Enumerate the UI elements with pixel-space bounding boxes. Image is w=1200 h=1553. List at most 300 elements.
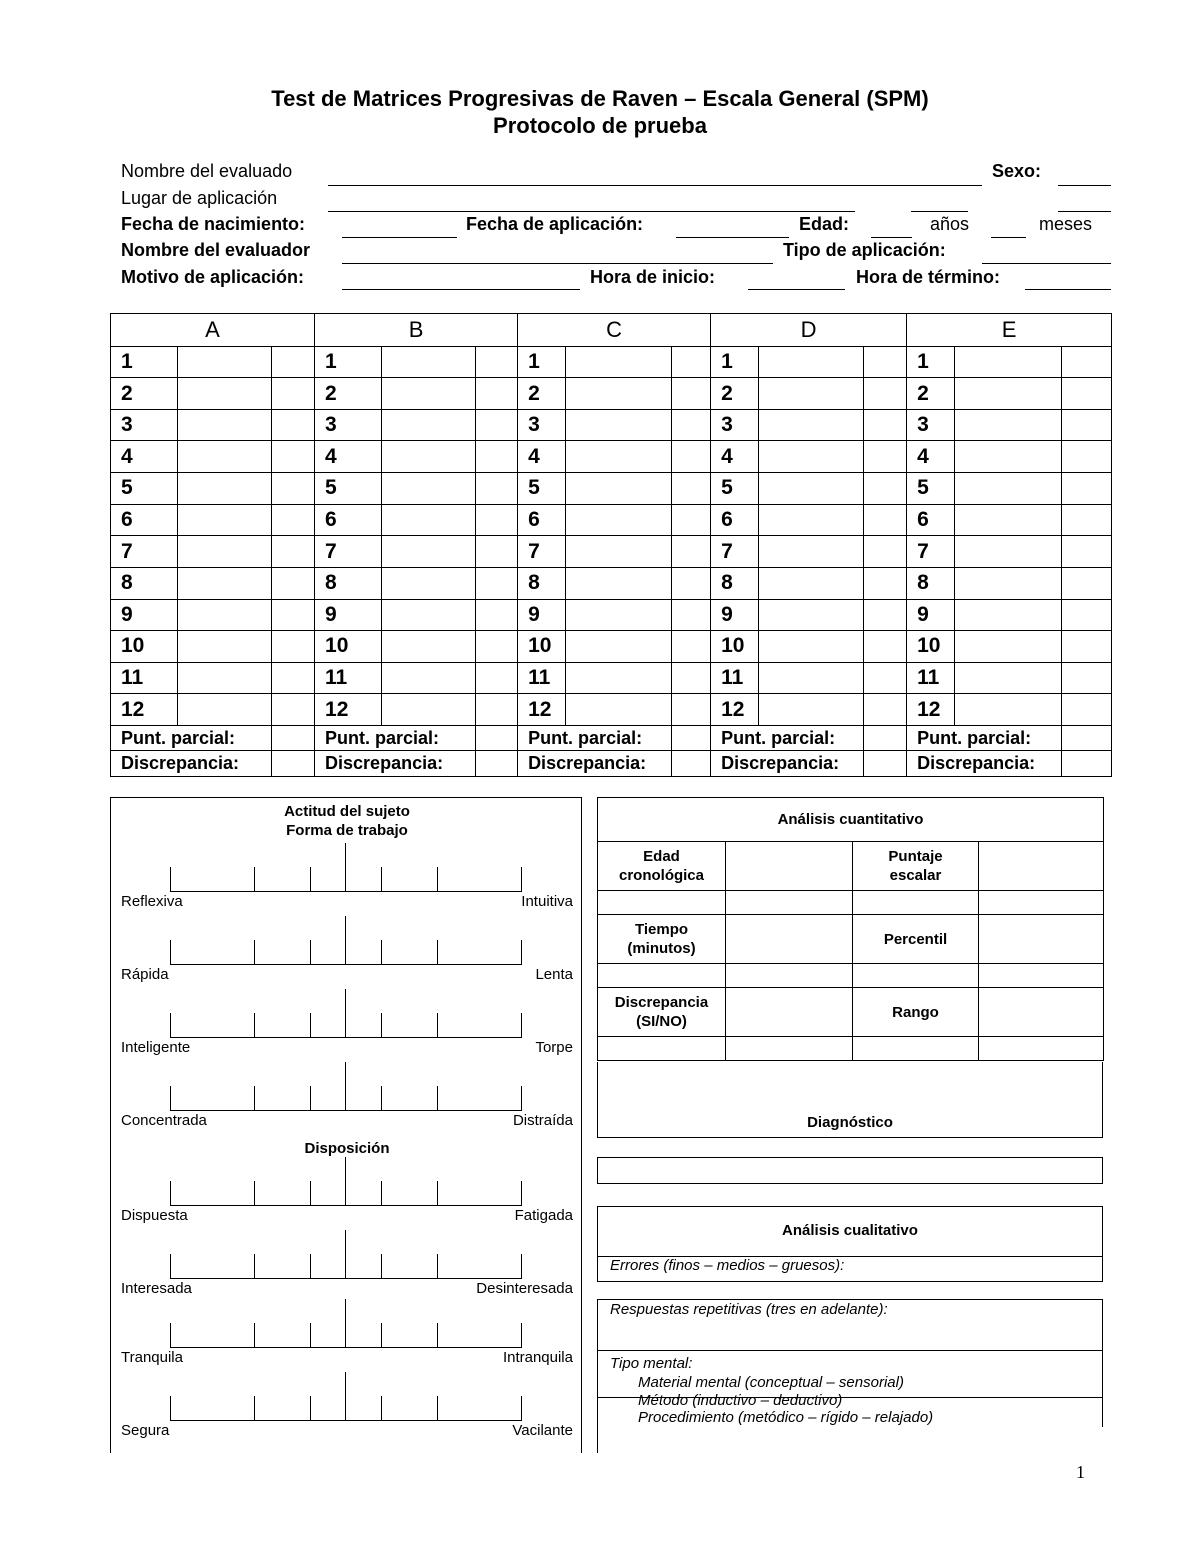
scale-left-label: Reflexiva <box>121 893 183 910</box>
answer-cell[interactable] <box>566 631 672 663</box>
answer-cell[interactable] <box>178 441 272 473</box>
answer-cell[interactable] <box>178 536 272 568</box>
field-tipo-aplicacion[interactable] <box>982 263 1111 264</box>
label-edad: Edad: <box>799 214 850 234</box>
field-sexo[interactable] <box>1058 185 1111 186</box>
scale-tick[interactable] <box>437 1086 438 1110</box>
value-puntaje-escalar[interactable] <box>979 842 1104 891</box>
field-edad-meses[interactable] <box>991 237 1026 238</box>
scale-tick[interactable] <box>437 1396 438 1420</box>
scale-tick[interactable] <box>437 940 438 964</box>
scale-left-label: Tranquila <box>121 1349 183 1366</box>
answer-cell[interactable] <box>955 441 1062 473</box>
disposition-title: Disposición <box>304 1140 390 1157</box>
score-cell[interactable] <box>272 504 315 536</box>
score-cell[interactable] <box>672 662 711 694</box>
item-number: 2 <box>907 378 955 410</box>
score-cell[interactable] <box>272 662 315 694</box>
answer-cell[interactable] <box>759 599 864 631</box>
partial-score-value[interactable] <box>672 725 711 750</box>
answer-cell[interactable] <box>382 567 476 599</box>
scale-baseline <box>170 1420 522 1421</box>
partial-score-label-row <box>111 725 1112 750</box>
score-cell[interactable] <box>672 473 711 505</box>
score-cell[interactable] <box>864 504 907 536</box>
field-fecha-aplicacion[interactable] <box>676 237 789 238</box>
rating-scale[interactable] <box>111 989 583 1069</box>
score-cell[interactable] <box>864 631 907 663</box>
scale-tick[interactable] <box>310 1181 311 1205</box>
scale-tick[interactable] <box>521 1181 522 1205</box>
answer-cell[interactable] <box>955 473 1062 505</box>
field-hora-inicio[interactable] <box>748 289 845 290</box>
discrepancy-label: Discrepancia: <box>518 751 672 777</box>
cell <box>853 964 979 988</box>
answer-cell[interactable] <box>955 504 1062 536</box>
cell <box>979 964 1104 988</box>
score-cell[interactable] <box>272 346 315 378</box>
score-cell[interactable] <box>272 409 315 441</box>
scale-left-label: Rápida <box>121 966 169 983</box>
answer-cell[interactable] <box>955 599 1062 631</box>
scale-left-label: Concentrada <box>121 1112 207 1129</box>
scale-left-label: Inteligente <box>121 1039 191 1056</box>
score-cell[interactable] <box>1062 409 1112 441</box>
score-cell[interactable] <box>864 536 907 568</box>
score-cell[interactable] <box>864 662 907 694</box>
item-number: 12 <box>518 694 566 726</box>
cell <box>979 1037 1104 1061</box>
tipo-mental-right-border <box>1102 1351 1103 1427</box>
answer-cell[interactable] <box>382 694 476 726</box>
discrepancy-value[interactable] <box>672 751 711 777</box>
score-cell[interactable] <box>864 694 907 726</box>
score-cell[interactable] <box>272 473 315 505</box>
cell <box>726 964 853 988</box>
score-cell[interactable] <box>672 631 711 663</box>
discrepancy-value[interactable] <box>272 751 315 777</box>
label-hora-inicio: Hora de inicio: <box>590 267 716 287</box>
answer-cell[interactable] <box>566 504 672 536</box>
score-cell[interactable] <box>672 599 711 631</box>
scale-tick[interactable] <box>381 1013 382 1037</box>
item-number: 1 <box>907 346 955 378</box>
answer-cell[interactable] <box>759 662 864 694</box>
label-edad-cronologica: Edad cronológica <box>598 842 726 891</box>
answer-cell[interactable] <box>382 346 476 378</box>
scale-tick[interactable] <box>437 1254 438 1278</box>
series-header: D <box>711 314 907 347</box>
answer-cell[interactable] <box>955 536 1062 568</box>
rating-scale[interactable] <box>111 1157 583 1237</box>
scale-tick[interactable] <box>170 867 171 891</box>
partial-score-value[interactable] <box>864 725 907 750</box>
answer-cell[interactable] <box>178 694 272 726</box>
answer-cell[interactable] <box>566 441 672 473</box>
rating-scale[interactable] <box>111 916 583 996</box>
score-cell[interactable] <box>476 504 518 536</box>
item-number: 5 <box>518 473 566 505</box>
scale-tick[interactable] <box>381 1323 382 1347</box>
value-percentil[interactable] <box>979 915 1104 964</box>
scale-right-label: Torpe <box>535 1039 573 1056</box>
page-number: 1 <box>1076 1462 1085 1482</box>
answer-cell[interactable] <box>178 346 272 378</box>
field-edad-anios-upper <box>911 211 968 212</box>
answer-cell[interactable] <box>759 346 864 378</box>
answer-cell[interactable] <box>178 662 272 694</box>
discrepancy-label: Discrepancia: <box>111 751 272 777</box>
score-cell[interactable] <box>476 473 518 505</box>
rating-scale[interactable] <box>111 1372 583 1452</box>
answer-cell[interactable] <box>382 504 476 536</box>
document-title: Test de Matrices Progresivas de Raven – Escala General (SPM) <box>271 86 929 111</box>
score-cell[interactable] <box>272 536 315 568</box>
answer-cell[interactable] <box>955 662 1062 694</box>
scale-tick[interactable] <box>521 1086 522 1110</box>
answer-cell[interactable] <box>382 378 476 410</box>
answer-cell[interactable] <box>566 409 672 441</box>
scale-tick[interactable] <box>310 1013 311 1037</box>
scale-tick[interactable] <box>254 1396 255 1420</box>
answer-cell[interactable] <box>759 694 864 726</box>
answer-cell[interactable] <box>566 346 672 378</box>
item-row <box>111 567 1112 599</box>
scale-baseline <box>170 1278 522 1279</box>
partial-score-label: Punt. parcial: <box>711 725 864 750</box>
qualitative-title: Análisis cualitativo <box>782 1222 918 1239</box>
item-row <box>111 346 1112 378</box>
score-cell[interactable] <box>272 631 315 663</box>
scale-tick[interactable] <box>170 1396 171 1420</box>
score-cell[interactable] <box>476 441 518 473</box>
score-cell[interactable] <box>1062 694 1112 726</box>
score-cell[interactable] <box>1062 473 1112 505</box>
scale-tick[interactable] <box>310 867 311 891</box>
scale-tick[interactable] <box>521 867 522 891</box>
item-number: 6 <box>111 504 178 536</box>
score-cell[interactable] <box>864 346 907 378</box>
score-cell[interactable] <box>476 567 518 599</box>
answer-cell[interactable] <box>566 536 672 568</box>
score-cell[interactable] <box>1062 631 1112 663</box>
scale-tick[interactable] <box>381 1086 382 1110</box>
scale-right-label: Distraída <box>512 1112 573 1129</box>
item-number: 11 <box>711 662 759 694</box>
score-cell[interactable] <box>864 378 907 410</box>
score-cell[interactable] <box>1062 599 1112 631</box>
answer-cell[interactable] <box>566 694 672 726</box>
item-number: 2 <box>111 378 178 410</box>
label-fecha-nacimiento: Fecha de nacimiento: <box>121 214 306 234</box>
answer-cell[interactable] <box>178 378 272 410</box>
score-cell[interactable] <box>1062 536 1112 568</box>
item-row <box>111 631 1112 663</box>
label-metodo: Método (inductivo – deductivo) <box>638 1392 843 1409</box>
scale-tick[interactable] <box>381 940 382 964</box>
answer-cell[interactable] <box>382 631 476 663</box>
item-number: 3 <box>907 409 955 441</box>
scale-tick[interactable] <box>345 1372 346 1420</box>
scale-tick[interactable] <box>345 1230 346 1278</box>
item-number: 6 <box>315 504 382 536</box>
score-cell[interactable] <box>1062 662 1112 694</box>
scale-tick[interactable] <box>345 916 346 964</box>
label-tipo-mental: Tipo mental: <box>610 1355 693 1372</box>
answer-cell[interactable] <box>759 504 864 536</box>
answer-cell[interactable] <box>178 473 272 505</box>
rating-scale[interactable] <box>111 1062 583 1142</box>
score-cell[interactable] <box>864 567 907 599</box>
scale-tick[interactable] <box>254 867 255 891</box>
rating-scale[interactable] <box>111 1299 583 1379</box>
field-nombre-evaluado[interactable] <box>328 185 982 186</box>
partial-score-value[interactable] <box>476 725 518 750</box>
scale-tick[interactable] <box>254 1254 255 1278</box>
partial-score-value[interactable] <box>1062 725 1112 750</box>
item-row <box>111 504 1112 536</box>
score-cell[interactable] <box>672 567 711 599</box>
answer-cell[interactable] <box>566 473 672 505</box>
item-number: 8 <box>907 567 955 599</box>
item-number: 1 <box>315 346 382 378</box>
item-number: 12 <box>907 694 955 726</box>
value-edad-cronologica[interactable] <box>726 842 853 891</box>
answer-cell[interactable] <box>566 567 672 599</box>
cell <box>726 891 853 915</box>
score-cell[interactable] <box>864 409 907 441</box>
score-cell[interactable] <box>476 346 518 378</box>
scale-tick[interactable] <box>437 1013 438 1037</box>
item-number: 8 <box>111 567 178 599</box>
quantitative-title: Análisis cuantitativo <box>598 798 1104 842</box>
rating-scale[interactable] <box>111 843 583 923</box>
item-number: 4 <box>907 441 955 473</box>
score-cell[interactable] <box>864 473 907 505</box>
answer-cell[interactable] <box>178 409 272 441</box>
scale-tick[interactable] <box>345 989 346 1037</box>
scale-tick[interactable] <box>170 940 171 964</box>
score-cell[interactable] <box>272 694 315 726</box>
field-hora-termino[interactable] <box>1025 289 1111 290</box>
label-motivo: Motivo de aplicación: <box>121 267 305 287</box>
score-cell[interactable] <box>864 441 907 473</box>
score-cell[interactable] <box>272 378 315 410</box>
field-edad-anios[interactable] <box>871 237 912 238</box>
item-number: 2 <box>315 378 382 410</box>
score-cell[interactable] <box>1062 346 1112 378</box>
score-cell[interactable] <box>864 599 907 631</box>
answer-cell[interactable] <box>178 567 272 599</box>
answer-cell[interactable] <box>178 599 272 631</box>
scale-tick[interactable] <box>437 867 438 891</box>
score-cell[interactable] <box>476 662 518 694</box>
item-number: 9 <box>907 599 955 631</box>
discrepancy-label: Discrepancia: <box>315 751 476 777</box>
answer-cell[interactable] <box>382 536 476 568</box>
item-number: 10 <box>111 631 178 663</box>
answer-cell[interactable] <box>382 441 476 473</box>
score-cell[interactable] <box>672 409 711 441</box>
scale-tick[interactable] <box>310 1086 311 1110</box>
score-cell[interactable] <box>672 441 711 473</box>
score-cell[interactable] <box>476 631 518 663</box>
answer-cell[interactable] <box>382 473 476 505</box>
answer-cell[interactable] <box>955 694 1062 726</box>
answer-cell[interactable] <box>566 599 672 631</box>
cell <box>598 964 726 988</box>
answer-cell[interactable] <box>382 662 476 694</box>
series-header: B <box>315 314 518 347</box>
answer-cell[interactable] <box>759 473 864 505</box>
score-cell[interactable] <box>1062 567 1112 599</box>
score-cell[interactable] <box>272 567 315 599</box>
answer-cell[interactable] <box>955 378 1062 410</box>
value-discrepancia[interactable] <box>726 988 853 1037</box>
answer-cell[interactable] <box>759 536 864 568</box>
scale-tick[interactable] <box>345 1157 346 1205</box>
discrepancy-value[interactable] <box>476 751 518 777</box>
field-nombre-evaluador[interactable] <box>342 263 773 264</box>
partial-score-value[interactable] <box>272 725 315 750</box>
score-cell[interactable] <box>476 694 518 726</box>
score-cell[interactable] <box>476 599 518 631</box>
item-number: 5 <box>315 473 382 505</box>
scale-tick[interactable] <box>254 1086 255 1110</box>
scale-tick[interactable] <box>170 1013 171 1037</box>
score-cell[interactable] <box>672 378 711 410</box>
scale-tick[interactable] <box>437 1323 438 1347</box>
discrepancy-value[interactable] <box>864 751 907 777</box>
score-cell[interactable] <box>672 504 711 536</box>
scale-tick[interactable] <box>521 1323 522 1347</box>
score-cell[interactable] <box>1062 378 1112 410</box>
answer-cell[interactable] <box>382 409 476 441</box>
scale-tick[interactable] <box>170 1181 171 1205</box>
scale-right-label: Lenta <box>535 966 573 983</box>
discrepancy-label-row <box>111 751 1112 777</box>
score-cell[interactable] <box>476 409 518 441</box>
label-discrepancia: Discrepancia (SI/NO) <box>598 988 726 1037</box>
scale-tick[interactable] <box>381 1181 382 1205</box>
scale-tick[interactable] <box>310 1254 311 1278</box>
answer-cell[interactable] <box>759 441 864 473</box>
item-number: 4 <box>518 441 566 473</box>
cell <box>853 1037 979 1061</box>
answer-cell[interactable] <box>759 378 864 410</box>
scale-tick[interactable] <box>437 1181 438 1205</box>
scale-tick[interactable] <box>310 1323 311 1347</box>
answer-cell[interactable] <box>566 662 672 694</box>
answer-cell[interactable] <box>382 599 476 631</box>
value-tiempo[interactable] <box>726 915 853 964</box>
field-fecha-nacimiento[interactable] <box>342 237 457 238</box>
label-nombre-evaluador: Nombre del evaluador <box>121 240 311 260</box>
cell <box>726 1037 853 1061</box>
series-header: C <box>518 314 711 347</box>
label-hora-termino: Hora de término: <box>856 267 1001 287</box>
score-cell[interactable] <box>1062 441 1112 473</box>
scale-tick[interactable] <box>381 1396 382 1420</box>
scale-tick[interactable] <box>170 1086 171 1110</box>
item-number: 6 <box>907 504 955 536</box>
discrepancy-label: Discrepancia: <box>907 751 1062 777</box>
scale-right-label: Fatigada <box>514 1207 573 1224</box>
answer-cell[interactable] <box>955 567 1062 599</box>
rating-scale[interactable] <box>111 1230 583 1310</box>
scale-tick[interactable] <box>254 1013 255 1037</box>
field-motivo[interactable] <box>342 289 580 290</box>
score-cell[interactable] <box>672 346 711 378</box>
scale-tick[interactable] <box>381 1254 382 1278</box>
scale-tick[interactable] <box>381 867 382 891</box>
answer-cell[interactable] <box>759 567 864 599</box>
item-number: 5 <box>711 473 759 505</box>
scale-baseline <box>170 1110 522 1111</box>
scale-baseline <box>170 1037 522 1038</box>
item-number: 2 <box>518 378 566 410</box>
item-number: 3 <box>518 409 566 441</box>
discrepancy-value[interactable] <box>1062 751 1112 777</box>
answer-cell[interactable] <box>178 631 272 663</box>
answer-cell[interactable] <box>955 631 1062 663</box>
scale-left-label: Dispuesta <box>121 1207 188 1224</box>
diagnosis-line[interactable] <box>597 1157 1103 1184</box>
item-number: 11 <box>907 662 955 694</box>
item-number: 7 <box>315 536 382 568</box>
item-number: 10 <box>315 631 382 663</box>
answer-cell[interactable] <box>759 409 864 441</box>
score-cell[interactable] <box>476 378 518 410</box>
scale-tick[interactable] <box>521 940 522 964</box>
scale-tick[interactable] <box>310 1396 311 1420</box>
answer-cell[interactable] <box>759 631 864 663</box>
item-number: 3 <box>315 409 382 441</box>
scale-tick[interactable] <box>170 1323 171 1347</box>
scale-tick[interactable] <box>521 1254 522 1278</box>
scale-tick[interactable] <box>170 1254 171 1278</box>
label-tiempo: Tiempo (minutos) <box>598 915 726 964</box>
scale-tick[interactable] <box>521 1013 522 1037</box>
answer-cell[interactable] <box>566 378 672 410</box>
score-cell[interactable] <box>672 694 711 726</box>
answer-cell[interactable] <box>955 346 1062 378</box>
score-cell[interactable] <box>272 599 315 631</box>
score-cell[interactable] <box>672 536 711 568</box>
item-number: 10 <box>711 631 759 663</box>
score-cell[interactable] <box>272 441 315 473</box>
answer-cell[interactable] <box>955 409 1062 441</box>
scale-tick[interactable] <box>521 1396 522 1420</box>
scale-tick[interactable] <box>345 843 346 891</box>
item-number: 7 <box>518 536 566 568</box>
score-cell[interactable] <box>1062 504 1112 536</box>
scale-tick[interactable] <box>345 1062 346 1110</box>
item-number: 1 <box>518 346 566 378</box>
answer-cell[interactable] <box>178 504 272 536</box>
scale-tick[interactable] <box>254 1323 255 1347</box>
scale-tick[interactable] <box>310 940 311 964</box>
scale-tick[interactable] <box>345 1299 346 1347</box>
scale-tick[interactable] <box>254 1181 255 1205</box>
scale-baseline <box>170 1347 522 1348</box>
field-lugar[interactable] <box>328 211 855 212</box>
score-cell[interactable] <box>476 536 518 568</box>
scale-tick[interactable] <box>254 940 255 964</box>
value-rango[interactable] <box>979 988 1104 1037</box>
item-number: 11 <box>315 662 382 694</box>
label-puntaje-escalar: Puntaje escalar <box>853 842 979 891</box>
